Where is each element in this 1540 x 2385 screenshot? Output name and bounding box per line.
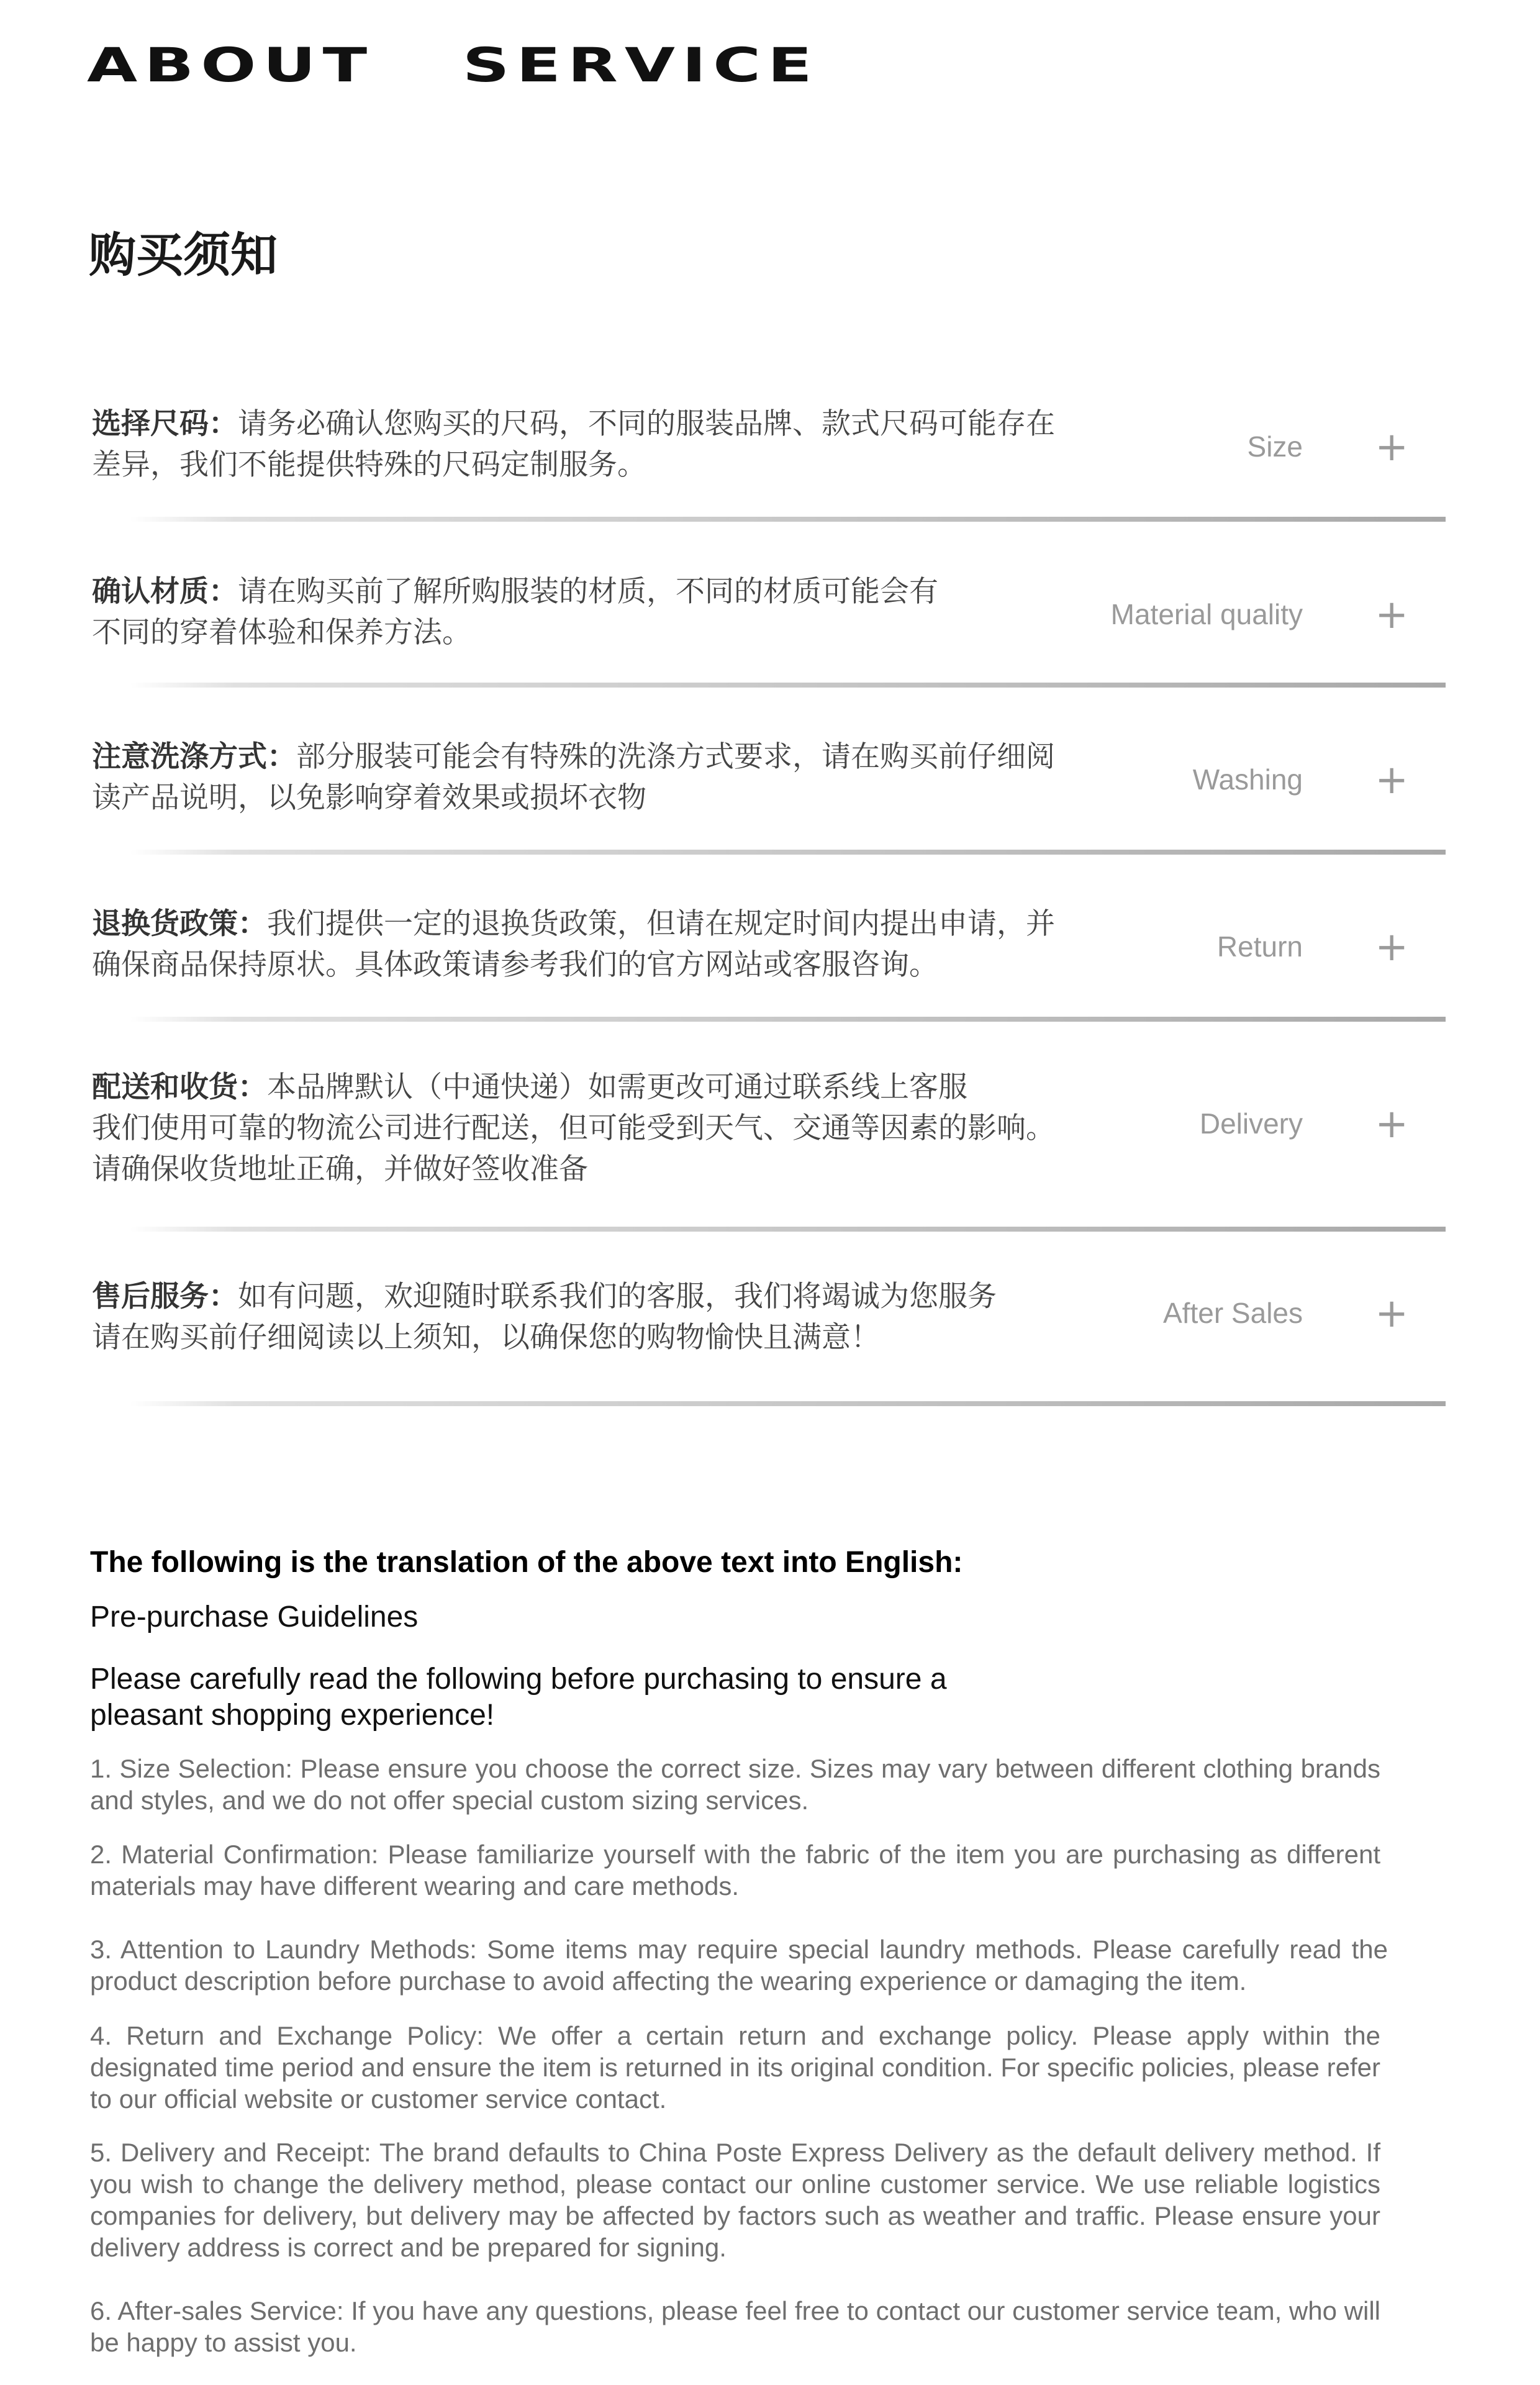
guideline-body: 请在购买前了解所购服装的材质，不同的材质可能会有不同的穿着体验和保养方法。 [92,575,938,650]
guideline-item-material[interactable] [92,571,1446,658]
divider [130,1227,1446,1232]
guideline-heading: 确认材质： [92,575,238,609]
guideline-body: 本品牌默认（中通快递）如需更改可通过联系线上客服 我们使用可靠的物流公司进行配送，但可能受到天气、交通等因素的影响。 请确保收货地址正确，并做好签收准备 [92,1070,1055,1186]
expand-plus-icon[interactable]: + [1375,757,1408,803]
expand-plus-icon[interactable]: + [1375,592,1408,638]
guideline-text [92,1276,1148,1358]
divider [130,850,1446,855]
translation-heading: The following is the translation of the above text into English: [90,1546,963,1579]
guideline-label-en: Material quality [1110,598,1303,630]
translation-paragraph: 1. Size Selection: Please ensure you choose the correct size. Sizes may vary between different clothing brands and styles, and we do not offer special custom sizing services. [90,1754,1380,1815]
guideline-item-after-sales[interactable] [92,1276,1446,1363]
guideline-body: 请务必确认您购买的尺码，不同的服装品牌、款式尺码可能存在差异，我们不能提供特殊的尺码定制服务。 [92,407,1055,482]
guideline-label-en: Delivery [1199,1107,1303,1140]
guideline-heading: 配送和收货： [92,1070,267,1104]
guideline-label-en: After Sales [1163,1297,1303,1329]
divider [130,1401,1446,1406]
translation-paragraph: 6. After-sales Service: If you have any questions, please feel free to contact our customer service team, who will be happy to assist you. [90,2296,1380,2357]
translation-paragraph: 5. Delivery and Receipt: The brand defaults to China Poste Express Delivery as the default delivery method. If you wish to change the delivery method, please contact our online customer service. We use reliable logistics companies for delivery, but delivery may be affected by factors such as weather and traffic. Please ensure your delivery address is correct and be prepared for signing. [90,2138,1380,2262]
brand-header: ABOUT SERVICE [87,37,819,93]
guideline-item-size[interactable] [92,404,1446,491]
divider [130,1017,1446,1022]
guideline-item-return[interactable] [92,904,1446,991]
guideline-text [92,1067,1148,1190]
guideline-text [92,571,961,653]
expand-plus-icon[interactable]: + [1375,924,1408,970]
translation-paragraph: 4. Return and Exchange Policy: We offer a certain return and exchange policy. Please apply within the designated time period and ensure the item is returned in its original condition. For specific policies, please refer to our official website or customer service contact. [90,2021,1380,2114]
guideline-label-en: Return [1216,930,1303,963]
guideline-label-en: Washing [1192,763,1303,796]
expand-plus-icon[interactable]: + [1375,1101,1408,1147]
guideline-heading: 选择尺码： [92,407,238,441]
divider [130,683,1446,688]
translation-paragraph: 3. Attention to Laundry Methods: Some items may require special laundry methods. Please carefully read the product description before purchase to avoid affecting the wearing experience or damaging the item. [90,1935,1388,1996]
guideline-text [92,737,1073,819]
guideline-heading: 注意洗涤方式： [92,740,296,774]
guideline-body: 如有问题，欢迎随时联系我们的客服，我们将竭诚为您服务 请在购买前仔细阅读以上须知，以确保您的购物愉快且满意！ [92,1279,997,1355]
guideline-body: 部分服装可能会有特殊的洗涤方式要求，请在购买前仔细阅读产品说明，以免影响穿着效果或损坏衣物 [92,740,1055,815]
guideline-item-delivery[interactable] [92,1067,1446,1195]
expand-plus-icon[interactable]: + [1375,424,1408,470]
translation-paragraph: 2. Material Confirmation: Please familiarize yourself with the fabric of the item you are purchasing as different materials may have different wearing and care methods. [90,1840,1380,1901]
guideline-heading: 售后服务： [92,1279,238,1314]
guideline-body: 我们提供一定的退换货政策，但请在规定时间内提出申请，并确保商品保持原状。具体政策请参考我们的官方网站或客服咨询。 [92,907,1055,982]
expand-plus-icon[interactable]: + [1375,1291,1408,1337]
translation-title: Pre-purchase Guidelines [90,1601,419,1633]
divider [130,517,1446,522]
guideline-text [92,404,1073,486]
guideline-label-en: Size [1247,430,1303,463]
page-title: 购买须知 [89,227,278,283]
guideline-heading: 退换货政策： [92,907,267,941]
guideline-text [92,904,1073,986]
guideline-item-washing[interactable] [92,737,1446,824]
translation-intro: Please carefully read the following before purchasing to ensure a pleasant shopping experience! [90,1663,947,1732]
